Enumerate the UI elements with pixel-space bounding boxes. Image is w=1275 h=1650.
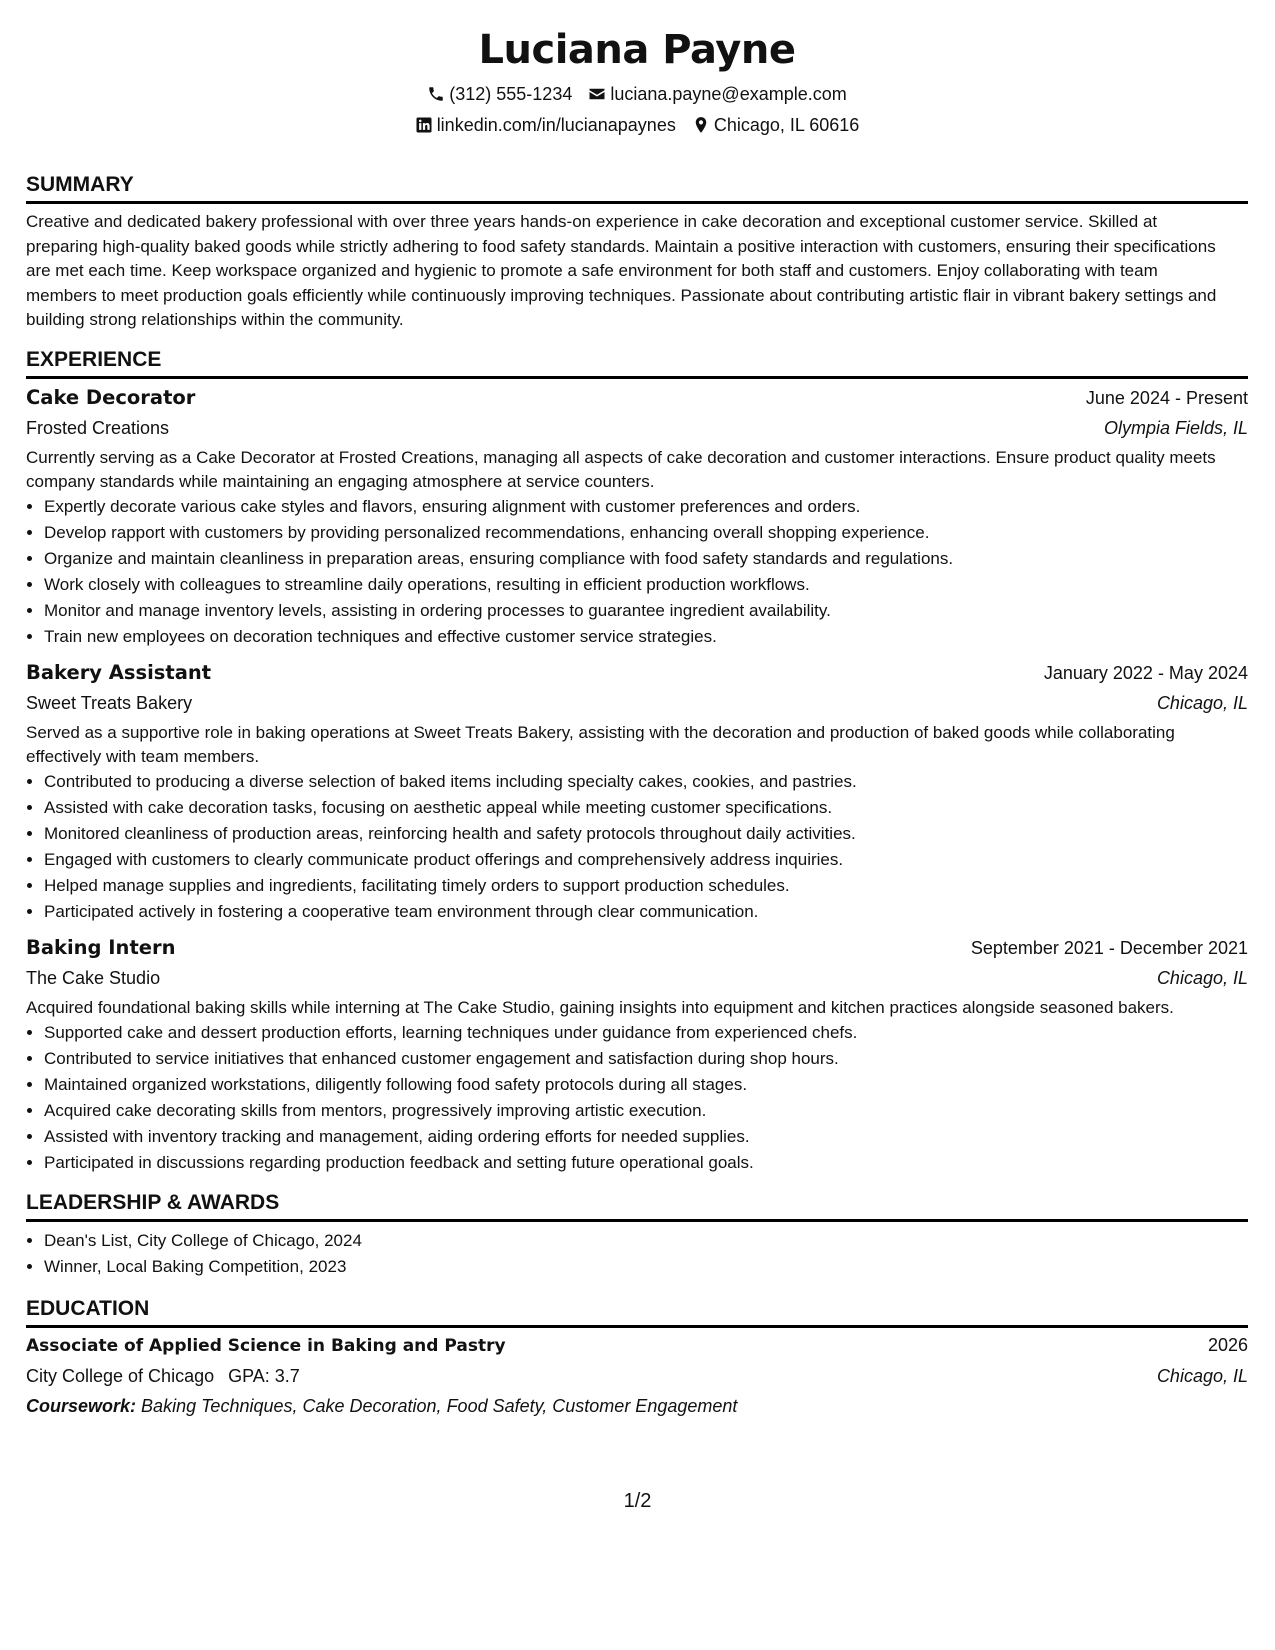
job-bullet: • Monitor and manage inventory levels, assisting in ordering processes to guarantee ingredient availability.: [44, 598, 1248, 624]
job-bullet: • Assisted with inventory tracking and management, aiding ordering efforts for needed supplies.: [44, 1124, 1248, 1150]
education-coursework: [26, 1391, 1248, 1421]
linkedin-text[interactable]: linkedin.com/in/lucianapaynes: [436, 115, 676, 135]
contact-line-1: [26, 82, 1248, 106]
job-subheader: [26, 688, 1248, 718]
email-text[interactable]: luciana.payne@example.com: [610, 84, 847, 104]
job-entry: [26, 658, 1248, 925]
education-section: [26, 1296, 1248, 1421]
award-item: • Dean's List, City College of Chicago, 2024: [44, 1228, 1248, 1254]
job-header: [26, 658, 1248, 688]
section-heading-education: EDUCATION: [26, 1296, 1248, 1328]
job-header: [26, 933, 1248, 963]
education-school: City College of Chicago: [26, 1365, 215, 1386]
education-header: [26, 1330, 1248, 1361]
job-bullet: • Helped manage supplies and ingredients, facilitating timely orders to support production schedules.: [44, 873, 1248, 899]
job-dates: September 2021 - December 2021: [970, 937, 1248, 958]
contact-linkedin[interactable]: [415, 113, 676, 137]
job-bullet: • Contributed to producing a diverse selection of baked items including specialty cakes, cookies, and pastries.: [44, 769, 1248, 795]
job-title: Baking Intern: [26, 935, 176, 959]
contact-location: [692, 113, 859, 137]
job-dates: January 2022 - May 2024: [1043, 662, 1248, 683]
experience-section: [26, 347, 1248, 1176]
job-location: Olympia Fields, IL: [1103, 417, 1248, 438]
education-degree: Associate of Applied Science in Baking and Pastry: [26, 1335, 506, 1356]
job-bullet: • Work closely with colleagues to streamline daily operations, resulting in efficient production workflows.: [44, 572, 1248, 598]
location-text: Chicago, IL 60616: [713, 115, 860, 135]
job-bullet: • Develop rapport with customers by providing personalized recommendations, enhancing overall shopping experience.: [44, 520, 1248, 546]
education-subheader: [26, 1361, 1248, 1391]
job-bullet: • Engaged with customers to clearly communicate product offerings and comprehensively address inquiries.: [44, 847, 1248, 873]
job-bullet: • Participated in discussions regarding production feedback and setting future operational goals.: [44, 1150, 1248, 1176]
resume-page: [26, 0, 1248, 1421]
summary-section: [26, 172, 1248, 333]
contact-line-2: [26, 113, 1248, 137]
awards-section: [26, 1190, 1248, 1280]
job-company: The Cake Studio: [26, 967, 161, 988]
coursework-label: Coursework:: [26, 1395, 137, 1416]
contact-phone: [427, 82, 572, 106]
job-bullet: • Maintained organized workstations, diligently following food safety protocols during all stages.: [44, 1072, 1248, 1098]
education-school-line: [26, 1361, 300, 1391]
job-bullets: [26, 494, 1248, 650]
job-entry: [26, 383, 1248, 650]
job-company: Frosted Creations: [26, 417, 170, 438]
job-company: Sweet Treats Bakery: [26, 692, 193, 713]
job-subheader: [26, 963, 1248, 993]
map-pin-icon: [692, 116, 710, 134]
job-description: Currently serving as a Cake Decorator at Frosted Creations, managing all aspects of cake decoration and customer interactions. Ensure product quality meets company standards while maintaining an engaging atmosphere at service counters.: [26, 447, 1216, 491]
summary-text: Creative and dedicated bakery professional with over three years hands-on experience in cake decoration and exceptional customer service. Skilled at preparing high-quality baked goods while strictly adhering to food safety standards. Maintain a positive interaction with customers, ensuring their specifications are met each time. Keep workspace organized and hygienic to promote a safe environment for both staff and customers. Enjoy collaborating with team members to meet production goals efficiently while continuously improving techniques. Passionate about contributing artistic flair in vibrant bakery settings and building strong relationships within the community.: [26, 212, 1217, 329]
awards-list: [26, 1228, 1248, 1280]
job-bullet: • Train new employees on decoration techniques and effective customer service strategies.: [44, 624, 1248, 650]
job-location: Chicago, IL: [1156, 692, 1248, 713]
page-number: 1/2: [623, 1490, 652, 1512]
award-item: • Winner, Local Baking Competition, 2023: [44, 1254, 1248, 1280]
education-year: 2026: [1207, 1334, 1248, 1355]
linkedin-icon: [415, 116, 433, 134]
job-header: [26, 383, 1248, 413]
job-entry: [26, 933, 1248, 1176]
job-bullets: [26, 1020, 1248, 1176]
job-dates: June 2024 - Present: [1085, 387, 1248, 408]
section-heading-experience: EXPERIENCE: [26, 347, 1248, 379]
education-gpa: GPA: 3.7: [228, 1365, 300, 1386]
job-bullet: • Participated actively in fostering a cooperative team environment through clear communication.: [44, 899, 1248, 925]
job-title: Cake Decorator: [26, 385, 196, 409]
phone-icon: [427, 85, 445, 103]
section-heading-awards: LEADERSHIP & AWARDS: [26, 1190, 1248, 1222]
job-bullet: • Monitored cleanliness of production areas, reinforcing health and safety protocols throughout daily activities.: [44, 821, 1248, 847]
contact-email[interactable]: [588, 82, 846, 106]
job-bullet: • Supported cake and dessert production efforts, learning techniques under guidance from experienced chefs.: [44, 1020, 1248, 1046]
job-bullet: • Expertly decorate various cake styles and flavors, ensuring alignment with customer preferences and orders.: [44, 494, 1248, 520]
job-description: Served as a supportive role in baking operations at Sweet Treats Bakery, assisting with the decoration and production of baked goods while collaborating effectively with team members.: [26, 722, 1175, 766]
section-heading-summary: SUMMARY: [26, 172, 1248, 204]
education-location: Chicago, IL: [1156, 1365, 1248, 1386]
job-location: Chicago, IL: [1156, 967, 1248, 988]
job-bullet: • Organize and maintain cleanliness in preparation areas, ensuring compliance with food safety standards and regulations.: [44, 546, 1248, 572]
phone-text: (312) 555-1234: [449, 84, 573, 104]
envelope-icon: [588, 85, 606, 103]
coursework-list: Baking Techniques, Cake Decoration, Food Safety, Customer Engagement: [141, 1395, 738, 1416]
job-description: Acquired foundational baking skills while interning at The Cake Studio, gaining insights into equipment and kitchen practices alongside seasoned bakers.: [26, 997, 1174, 1017]
job-subheader: [26, 413, 1248, 443]
job-bullet: • Assisted with cake decoration tasks, focusing on aesthetic appeal while meeting customer specifications.: [44, 795, 1248, 821]
job-title: Bakery Assistant: [26, 660, 212, 684]
job-bullets: [26, 769, 1248, 925]
job-bullet: • Contributed to service initiatives that enhanced customer engagement and satisfaction during shop hours.: [44, 1046, 1248, 1072]
candidate-name: Luciana Payne: [478, 27, 796, 73]
job-bullet: • Acquired cake decorating skills from mentors, progressively improving artistic execution.: [44, 1098, 1248, 1124]
